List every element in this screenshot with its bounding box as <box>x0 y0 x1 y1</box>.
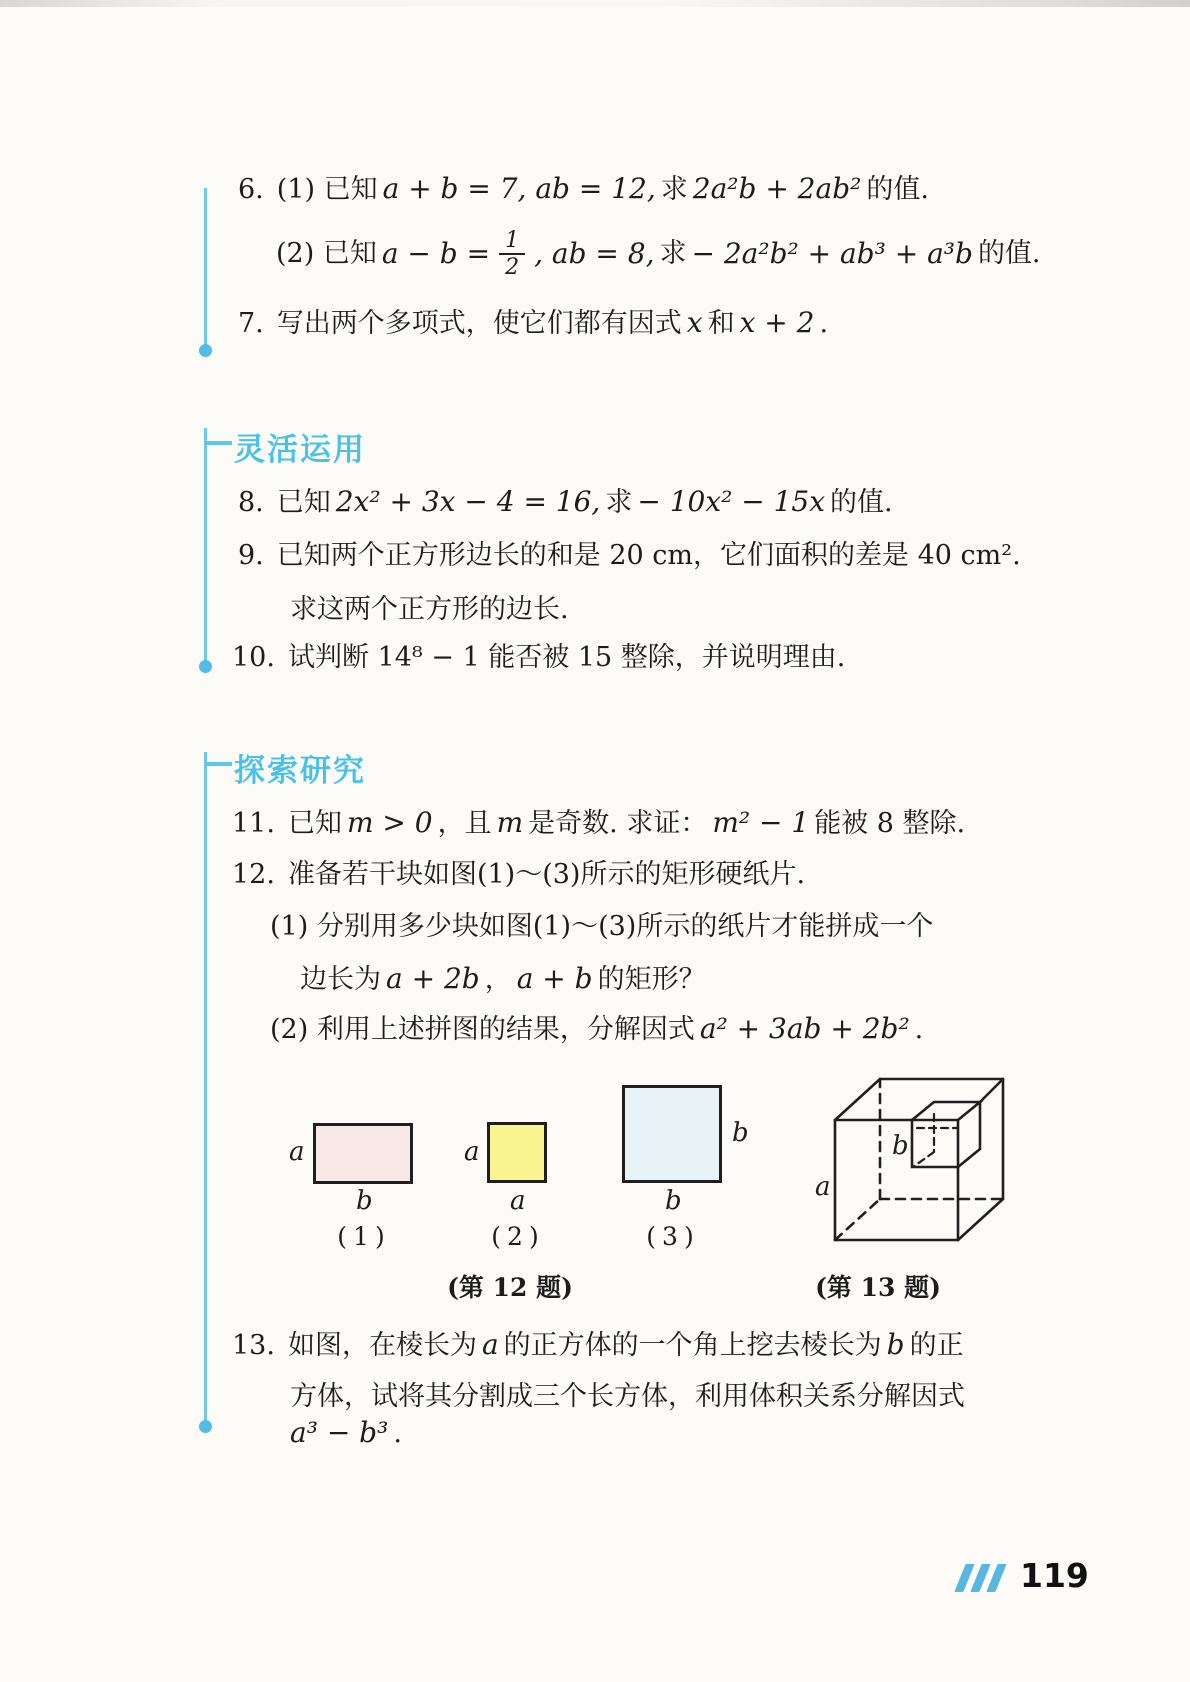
slash-icon <box>986 1564 1006 1592</box>
page-footer <box>960 1556 1089 1595</box>
problem-number: 10. <box>232 642 275 673</box>
figure-1-caption: (1) <box>337 1222 391 1251</box>
figure-rect-2-yellow <box>487 1122 547 1183</box>
figure-13-caption: (第 13 题) <box>815 1273 941 1302</box>
text-segment: 求这两个正方形的边长. <box>290 594 569 625</box>
fraction <box>499 228 525 281</box>
problem-12 <box>232 857 805 893</box>
text-segment: 方体，试将其分割成三个长方体，利用体积关系分解因式 <box>290 1381 965 1412</box>
problem-13-line3 <box>290 1415 402 1452</box>
math-segment: b <box>886 1328 905 1361</box>
figure-group-12-caption: (第 12 题) <box>447 1273 573 1302</box>
text-segment: . <box>393 1418 402 1449</box>
figure-1-bottom-label: b <box>356 1186 373 1216</box>
math-segment: a + 2b <box>386 962 480 995</box>
problem-number: 6. <box>238 174 264 205</box>
section-header-flexible-use: 灵活运用 <box>234 432 366 468</box>
problem-6-part1 <box>238 171 929 208</box>
text-segment: (2) 已知 <box>276 238 377 269</box>
math-segment: a <box>481 1328 499 1361</box>
math-segment: a − b = <box>381 237 491 270</box>
text-segment: 的正 <box>909 1330 964 1361</box>
math-segment: , ab = 8, <box>534 237 655 270</box>
figure-2-bottom-label: a <box>510 1186 526 1216</box>
math-segment: m <box>496 806 524 839</box>
text-segment: 能被 8 整除. <box>814 808 966 839</box>
text-segment: 的值. <box>977 238 1041 269</box>
text-segment: 求 <box>605 487 633 518</box>
problem-13-line1 <box>232 1327 964 1364</box>
text-segment: ，且 <box>437 808 492 839</box>
problem-9-line2 <box>290 592 569 628</box>
problem-12-sub1-line1 <box>270 909 933 945</box>
fraction-numerator: 1 <box>499 228 525 255</box>
section-line-2-tick <box>205 441 232 445</box>
text-segment: 已知 <box>276 487 331 518</box>
text-segment: 的值. <box>866 174 929 205</box>
section-line-2 <box>204 428 207 664</box>
text-segment: 求 <box>659 238 687 269</box>
text-segment: 求 <box>660 174 688 205</box>
text-segment: 的矩形？ <box>597 964 706 995</box>
problem-number: 13. <box>232 1330 275 1361</box>
math-segment: a² + 3ab + 2b² <box>699 1012 910 1045</box>
text-segment: . <box>819 308 829 339</box>
section-line-1 <box>204 188 207 348</box>
figure-2-side-label: a <box>464 1137 480 1167</box>
section-line-1-dot <box>199 344 212 357</box>
math-segment: a³ − b³ <box>290 1416 389 1449</box>
cube-edge-a-label: a <box>815 1172 831 1202</box>
math-segment: a + b <box>516 962 593 995</box>
math-segment: m² − 1 <box>712 806 810 839</box>
problem-10 <box>232 640 845 676</box>
text-segment: (1) 分别用多少块如图(1)～(3)所示的纸片才能拼成一个 <box>270 911 934 942</box>
problem-12-sub1-line2 <box>300 961 706 998</box>
figure-1-side-label: a <box>289 1137 305 1167</box>
text-segment: . <box>914 1014 924 1045</box>
problem-number: 11. <box>232 808 275 839</box>
problem-number: 9. <box>238 540 264 571</box>
text-segment: (1) 已知 <box>276 174 378 205</box>
math-segment: x <box>686 306 703 339</box>
scan-artifact-top <box>0 0 1190 7</box>
problem-6-part2 <box>276 222 1041 286</box>
text-segment: 写出两个多项式，使它们都有因式 <box>276 308 682 339</box>
text-segment: 的值. <box>830 487 893 518</box>
problem-8 <box>238 484 893 521</box>
figure-3-bottom-label: b <box>665 1186 682 1216</box>
text-segment: ， <box>484 964 512 995</box>
cube-edge-b-label: b <box>892 1131 909 1161</box>
math-segment: − 10x² − 15x <box>637 485 826 518</box>
problem-number: 8. <box>238 487 264 518</box>
section-line-3-dot <box>199 1420 212 1433</box>
text-segment: (2) 利用上述拼图的结果，分解因式 <box>270 1014 695 1045</box>
figure-rect-1-pink <box>313 1123 413 1184</box>
page-number: 119 <box>1020 1556 1089 1595</box>
problem-7 <box>238 305 828 342</box>
page-number-slashes-icon <box>960 1564 1008 1592</box>
text-segment: 准备若干块如图(1)～(3)所示的矩形硬纸片. <box>287 859 806 890</box>
text-segment: 已知两个正方形边长的和是 20 cm，它们面积的差是 40 cm². <box>276 540 1021 571</box>
figure-rect-3-blue <box>622 1085 722 1183</box>
text-segment: 边长为 <box>300 964 381 995</box>
section-line-3 <box>204 752 207 1424</box>
problem-number: 7. <box>238 308 264 339</box>
math-segment: 2a²b + 2ab² <box>692 172 862 205</box>
text-segment: 的正方体的一个角上挖去棱长为 <box>503 1330 882 1361</box>
figure-2-caption: (2) <box>491 1222 545 1251</box>
section-line-2-dot <box>199 660 212 673</box>
problem-13-line2 <box>290 1379 965 1415</box>
text-segment: 已知 <box>287 808 342 839</box>
section-line-3-tick <box>205 762 232 766</box>
text-segment: 试判断 14⁸ − 1 能否被 15 整除，并说明理由. <box>287 642 846 673</box>
fraction-denominator: 2 <box>505 255 520 280</box>
text-segment: 和 <box>707 308 735 339</box>
problem-11 <box>232 805 965 842</box>
problem-9-line1 <box>238 538 1021 574</box>
figure-3-caption: (3) <box>646 1222 700 1251</box>
figure-3-side-label: b <box>732 1118 749 1148</box>
problem-number: 12. <box>232 859 275 890</box>
math-segment: x + 2 <box>739 306 815 339</box>
text-segment: 是奇数. 求证： <box>528 808 708 839</box>
math-segment: − 2a²b² + ab³ + a³b <box>691 237 973 270</box>
text-segment: 如图，在棱长为 <box>287 1330 477 1361</box>
math-segment: a + b = 7, ab = 12, <box>382 172 656 205</box>
math-segment: 2x² + 3x − 4 = 16, <box>335 485 601 518</box>
cube-with-corner-cutout-figure <box>755 1002 1017 1264</box>
math-segment: m > 0 <box>346 806 433 839</box>
section-header-explore-research: 探索研究 <box>234 753 366 789</box>
